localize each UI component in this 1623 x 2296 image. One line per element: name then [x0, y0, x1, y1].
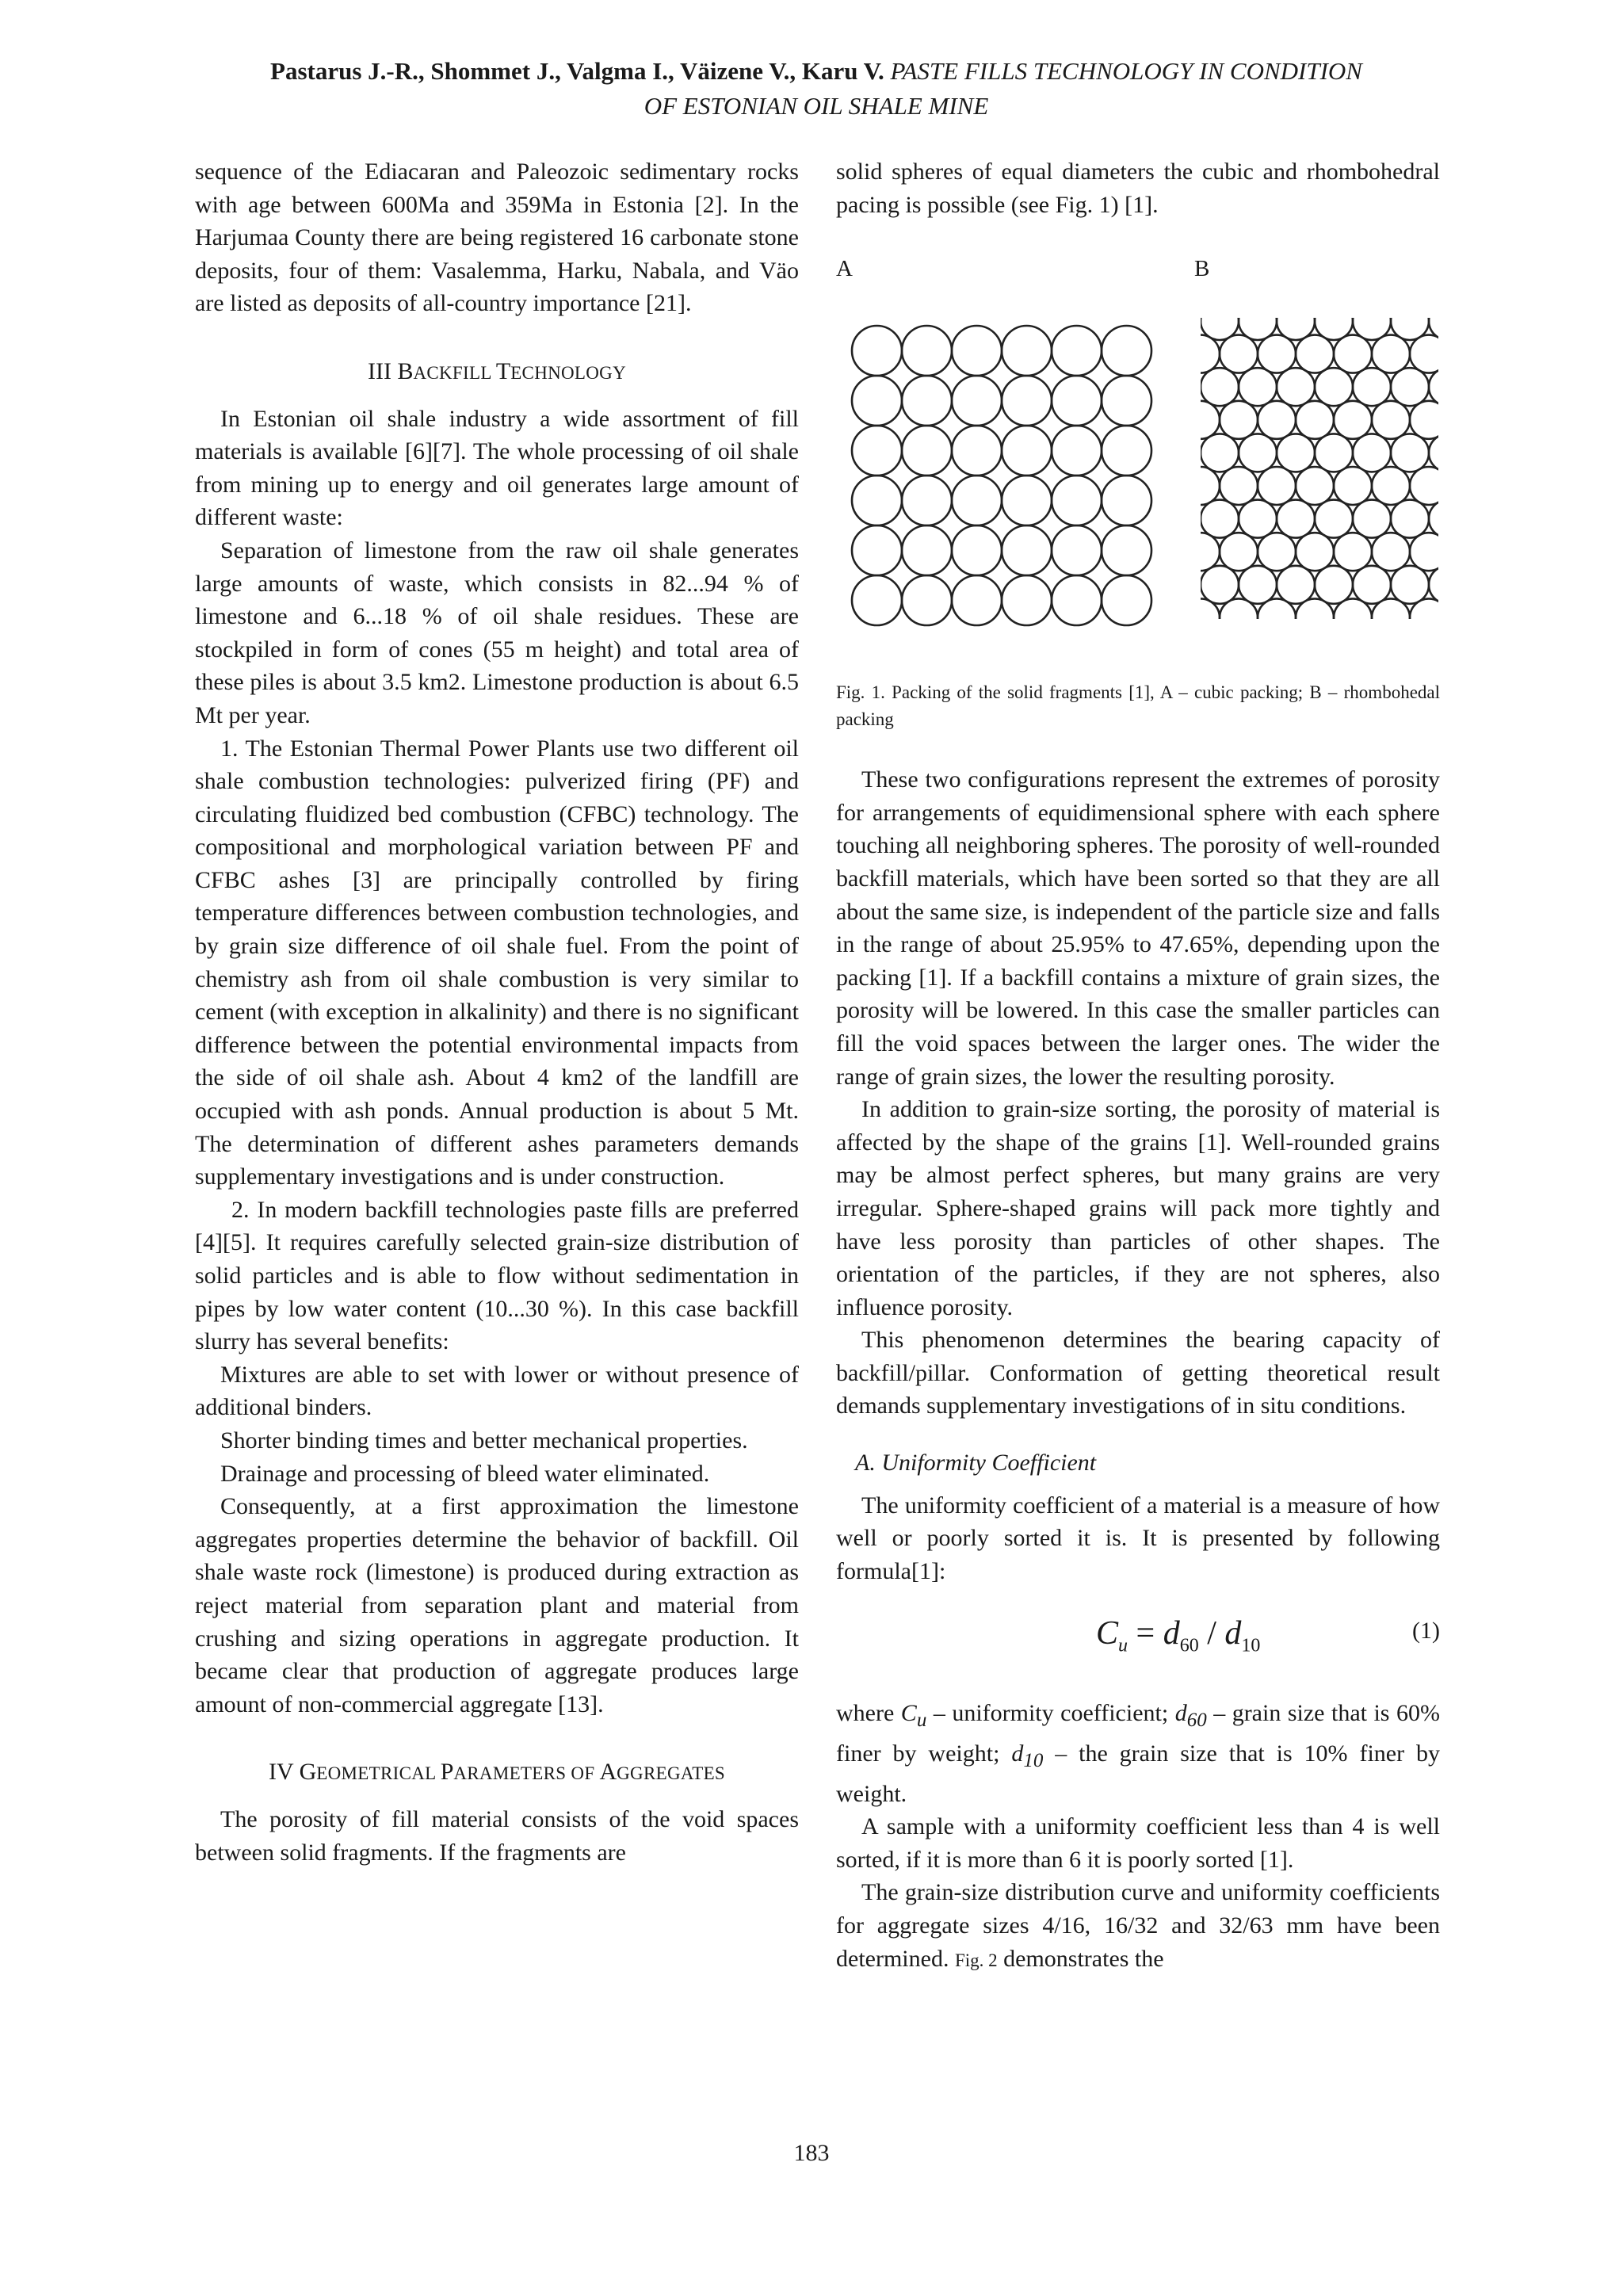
sphere-circle [1102, 326, 1151, 376]
paragraph: Mixtures are able to set with lower or without presence of additional binders. [195, 1361, 799, 1421]
section-heading-geometrical: IV GEOMETRICAL PARAMETERS OF AGGREGATES [268, 1759, 726, 1786]
paragraph: 1. The Estonian Thermal Power Plants use two different oil shale combustion technologies: pulverized firing (PF) and circulating fluidized bed combustion (CFBC) technology. The compositional and morphological variation between PF and CFBC ashes [3] are principally controlled by firing temperature differences between combustion technologies, and by grain size difference of oil shale fuel. From the point of chemistry ash from oil shale combustion is very similar to cement (with exception in alkalinity) and there is no significant difference between the potential environmental impacts from the side of oil shale ash. About 4 km2 of the landfill are occupied with ash ponds. Annual production is about 5 Mt. The determination of different ashes parameters demands supplementary investigations and is under construction. [195, 735, 799, 1190]
sphere-circle [1353, 434, 1391, 472]
sphere-circle [1315, 368, 1353, 406]
sphere-circle [1277, 566, 1315, 604]
sphere-circle [1410, 335, 1438, 373]
paragraph: solid spheres of equal diameters the cubic and rhombohedral pacing is possible (see Fig. 1) [1]. [836, 159, 1440, 218]
sphere-circle [1296, 335, 1334, 373]
sphere-circle [852, 376, 902, 426]
sphere-circle [1201, 368, 1239, 406]
sphere-circle [1372, 401, 1410, 439]
sphere-circle [1102, 476, 1151, 525]
equation-1 [836, 1614, 1440, 1675]
sphere-circle [1258, 401, 1296, 439]
left-column [195, 155, 799, 1869]
sphere-circle [902, 426, 952, 476]
sphere-circle [952, 426, 1002, 476]
paragraph: Consequently, at a first approximation the limestone aggregates properties determine the behavior of backfill. Oil shale waste rock (limestone) is produced during extraction as reject material from separation plant and material from crushing and sizing operations in aggregate production. It became clear that production of aggregate produces large amount of non-commercial aggregate [13]. [195, 1493, 799, 1717]
sphere-circle [1334, 533, 1372, 571]
paragraph: The uniformity coefficient of a material is a measure of how well or poorly sorted it is. It is presented by following formula[1]: [836, 1492, 1440, 1584]
sphere-circle [1201, 500, 1239, 538]
cubic-packing-diagram [844, 318, 1153, 643]
sphere-circle [1334, 401, 1372, 439]
figure-label-a: A [836, 256, 853, 282]
paragraph: Drainage and processing of bleed water eliminated. [220, 1460, 710, 1487]
sphere-circle [1258, 599, 1296, 620]
paragraph: A sample with a uniformity coefficient less than 4 is well sorted, if it is more than 6 it is poorly sorted [1]. [836, 1813, 1440, 1873]
sphere-circle [902, 326, 952, 376]
paragraph-intro: sequence of the Ediacaran and Paleozoic sedimentary rocks with age between 600Ma and 359Ma in Estonia [2]. In the Harjumaa County there are being registered 16 carbonate stone deposits, four of them: Vasalemma, Harku, Nabala, and Väo are listed as deposits of all-country importance [21]. [195, 159, 799, 317]
sphere-circle [1102, 376, 1151, 426]
paragraph: This phenomenon determines the bearing capacity of backfill/pillar. Conformation of getting theoretical result demands supplementary investigations of in situ conditions. [836, 1327, 1440, 1419]
paragraph: Separation of limestone from the raw oil shale generates large amounts of waste, which consists in 82...94 % of limestone and 6...18 % of oil shale residues. These are stockpiled in form of cones (55 m height) and total area of these piles is about 3.5 km2. Limestone production is about 6.5 Mt per year. [195, 537, 799, 728]
sphere-circle [1239, 368, 1277, 406]
sphere-circle [852, 525, 902, 575]
sphere-circle [1002, 426, 1052, 476]
sphere-circle [952, 326, 1002, 376]
sphere-circle [1102, 426, 1151, 476]
sphere-circle [1334, 599, 1372, 620]
header-title-line1: PASTE FILLS TECHNOLOGY IN CONDITION [890, 57, 1362, 85]
sphere-circle [1220, 401, 1258, 439]
sphere-circle [1258, 335, 1296, 373]
sphere-circle [1372, 533, 1410, 571]
sphere-circle [1315, 566, 1353, 604]
sphere-circle [1052, 575, 1102, 625]
equation-formula: $C_u = d_{60} / d_{10}$ [1096, 1615, 1261, 1656]
sphere-circle [902, 476, 952, 525]
sphere-circle [1002, 525, 1052, 575]
equation-number: (1) [1412, 1618, 1440, 1645]
sphere-circle [1052, 476, 1102, 525]
rhombohedral-packing-diagram [1201, 318, 1438, 619]
sphere-circle [902, 575, 952, 625]
sphere-circle [1052, 326, 1102, 376]
figure-packing [836, 318, 1440, 651]
sphere-circle [952, 575, 1002, 625]
sphere-circle [852, 575, 902, 625]
right-column [836, 155, 1440, 1977]
sphere-circle [1372, 467, 1410, 505]
paragraph: The porosity of fill material consists of the void spaces between solid fragments. If the fragments are [195, 1805, 799, 1866]
sphere-circle [1258, 467, 1296, 505]
sphere-circle [952, 476, 1002, 525]
sphere-circle [1201, 599, 1220, 620]
sphere-circle [1391, 434, 1429, 472]
sphere-circle [1372, 335, 1410, 373]
sphere-circle [1239, 434, 1277, 472]
figure-caption: Fig. 1. Packing of the solid fragments [1], A – cubic packing; B – rhombohedal packing [836, 682, 1440, 730]
running-header [158, 54, 1474, 124]
sphere-circle [1410, 533, 1438, 571]
section-heading-backfill: III BACKFILL TECHNOLOGY [367, 357, 627, 384]
sphere-circle [1296, 533, 1334, 571]
sphere-circle [1315, 500, 1353, 538]
paragraph: Shorter binding times and better mechanical properties. [220, 1427, 748, 1454]
sphere-circle [1296, 599, 1334, 620]
sphere-circle [1220, 467, 1258, 505]
sphere-circle [1410, 401, 1438, 439]
sphere-circle [952, 376, 1002, 426]
sphere-circle [852, 326, 902, 376]
header-authors: Pastarus J.-R., Shommet J., Valgma I., Väizene V., Karu V. [270, 57, 884, 85]
sphere-circle [852, 476, 902, 525]
sphere-circle [1052, 376, 1102, 426]
paragraph: These two configurations represent the extremes of porosity for arrangements of equidimensional sphere with each sphere touching all neighboring spheres. The porosity of well-rounded backfill materials, which have been sorted so that they are all about the same size, is independent of the particle size and falls in the range of about 25.95% to 47.65%, depending upon the packing [1]. If a backfill contains a mixture of grain sizes, the porosity will be lowered. In this case the smaller particles can fill the void spaces between the larger ones. The wider the range of grain sizes, the lower the resulting porosity. [836, 766, 1440, 1090]
sphere-circle [1201, 434, 1239, 472]
sphere-circle [1002, 476, 1052, 525]
sphere-circle [1391, 566, 1429, 604]
paragraph: In addition to grain-size sorting, the porosity of material is affected by the shape of the grains [1]. Well-rounded grains may be almost perfect spheres, but many grains are very irregular. Sphere-shaped grains will pack more tightly and have less porosity than particles of other shapes. The orientation of the particles, if they are not spheres, also influence porosity. [836, 1096, 1440, 1320]
sphere-circle [1334, 467, 1372, 505]
sphere-circle [1334, 335, 1372, 373]
sphere-circle [902, 376, 952, 426]
sphere-circle [1277, 500, 1315, 538]
sphere-circle [1296, 467, 1334, 505]
figure-reference: Fig. 2 [954, 1950, 998, 1970]
sphere-circle [852, 426, 902, 476]
sphere-circle [1391, 500, 1429, 538]
sphere-circle [1052, 426, 1102, 476]
sphere-circle [1315, 434, 1353, 472]
sphere-circle [1002, 326, 1052, 376]
sphere-circle [1277, 368, 1315, 406]
sphere-circle [1410, 467, 1438, 505]
sphere-circle [1296, 401, 1334, 439]
sphere-circle [952, 525, 1002, 575]
sphere-circle [1391, 368, 1429, 406]
sphere-circle [1239, 566, 1277, 604]
sphere-circle [1277, 434, 1315, 472]
sphere-circle [1353, 500, 1391, 538]
sphere-circle [1220, 335, 1258, 373]
paragraph: In Estonian oil shale industry a wide assortment of fill materials is available [6][7]. The whole processing of oil shale from mining up to energy and oil generates large amount of different waste: [195, 405, 799, 531]
paragraph: 2. In modern backfill technologies paste fills are preferred [4][5]. It requires carefully selected grain-size distribution of solid particles and is able to flow without sedimentation in pipes by low water content (10...30 %). In this case backfill slurry has several benefits: [195, 1196, 799, 1355]
sphere-circle [902, 525, 952, 575]
figure-labels [836, 253, 1440, 300]
sphere-circle [1102, 575, 1151, 625]
sphere-circle [1372, 599, 1410, 620]
sphere-circle [1220, 533, 1258, 571]
sphere-circle [1410, 599, 1438, 620]
sphere-circle [1002, 376, 1052, 426]
sphere-circle [1239, 500, 1277, 538]
header-title-line2: OF ESTONIAN OIL SHALE MINE [643, 92, 989, 120]
subsection-heading: A. Uniformity Coefficient [855, 1450, 1097, 1477]
sphere-circle [1258, 533, 1296, 571]
sphere-circle [1201, 566, 1239, 604]
sphere-circle [1220, 599, 1258, 620]
sphere-circle [1353, 566, 1391, 604]
sphere-circle [1052, 525, 1102, 575]
figure-label-b: B [1194, 256, 1210, 282]
sphere-circle [1102, 525, 1151, 575]
paragraph: The grain-size distribution curve and uniformity coefficients for aggregate sizes 4/16, 16/32 and 32/63 mm have been determined. Fig. 2 demonstrates the [836, 1879, 1440, 1972]
sphere-circle [1002, 575, 1052, 625]
paragraph-where: where $C_u$ – uniformity coefficient; $d_{60}$ – grain size that is 60% finer by weight; $d_{10}$ – the grain size that is 10% finer by weight. [836, 1700, 1440, 1807]
sphere-circle [1353, 368, 1391, 406]
page-number: 183 [793, 2140, 830, 2166]
